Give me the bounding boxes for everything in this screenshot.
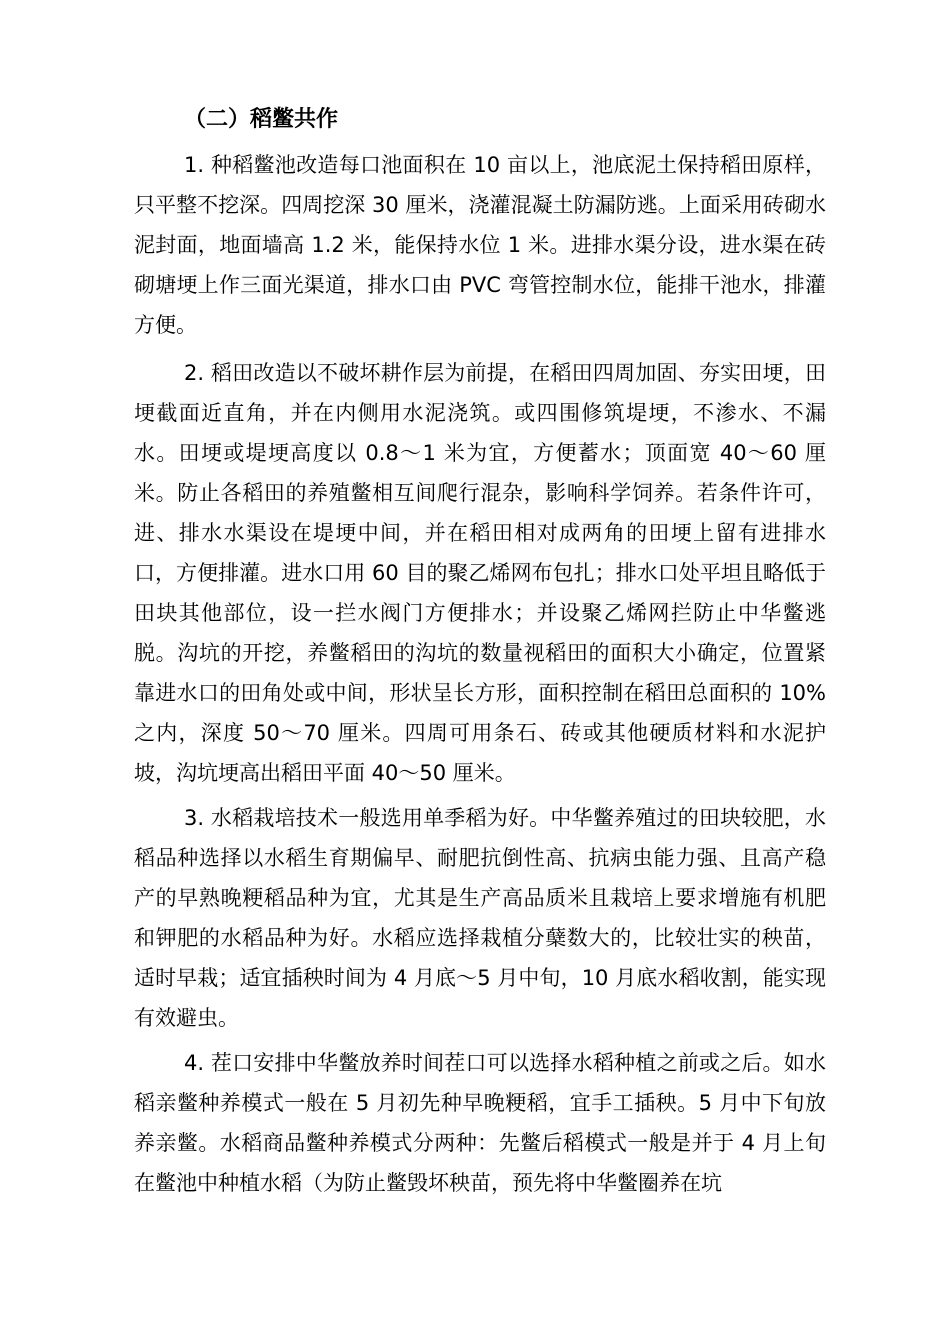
paragraph-rice-cultivation: 3. 水稻栽培技术一般选用单季稻为好。中华鳖养殖过的田块较肥，水稻品种选择以水稻生育期偏早、耐肥抗倒性高、抗病虫能力强、且高产稳产的早熟晚粳稻品种为宜，尤其是生产高品质米且栽培上要求增施有机肥和钾肥的水稻品种为好。水稻应选择栽植分蘖数大的，比较壮实的秧苗，适时早栽；适宜插秧时间为 4 月底～5 月中旬，10 月底水稻收割，能实现有效避虫。 [134,806,826,1030]
paragraph-crop-rotation: 4. 茬口安排中华鳖放养时间茬口可以选择水稻种植之前或之后。如水稻亲鳖种养模式一般在 5 月初先种早晚粳稻，宜手工插秧。5 月中下旬放养亲鳖。水稻商品鳖种养模式分两种：先鳖后稻模式一般是并于 4 月上旬在鳖池中种植水稻（为防止鳖毁坏秧苗，预先将中华鳖圈养在坑 [134,1051,826,1195]
section-heading: （二）稻鳖共作 [184,107,339,132]
paragraph-field-renovation: 2. 稻田改造以不破坏耕作层为前提，在稻田四周加固、夯实田埂，田埂截面近直角，并在内侧用水泥浇筑。或四围修筑堤埂，不渗水、不漏水。田埂或堤埂高度以 0.8～1 米为宜，方便蓄水；顶面宽 40～60 厘米。防止各稻田的养殖鳖相互间爬行混杂，影响科学饲养。若条件许可，进、排水水渠设在堤埂中间，并在稻田相对成两角的田埂上留有进排水口，方便排灌。进水口用 60 目的聚乙烯网布包扎；排水口处平坦且略低于田块其他部位，设一拦水阀门方便排水；并设聚乙烯网拦防止中华鳖逃脱。沟坑的开挖，养鳖稻田的沟坑的数量视稻田的面积大小确定，位置紧靠进水口的田角处或中间，形状呈长方形，面积控制在稻田总面积的 10%之内，深度 50～70 厘米。四周可用条石、砖或其他硬质材料和水泥护坡，沟坑埂高出稻田平面 40～50 厘米。 [134,361,826,785]
paragraph-pond-renovation: 1. 种稻鳖池改造每口池面积在 10 亩以上，池底泥土保持稻田原样，只平整不挖深。四周挖深 30 厘米，浇灌混凝土防漏防逃。上面采用砖砌水泥封面，地面墙高 1.2 米，能保持水位 1 米。进排水渠分设，进水渠在砖砌塘埂上作三面光渠道，排水口由 PVC 弯管控制水位，能排干池水，排灌方便。 [134,153,826,337]
